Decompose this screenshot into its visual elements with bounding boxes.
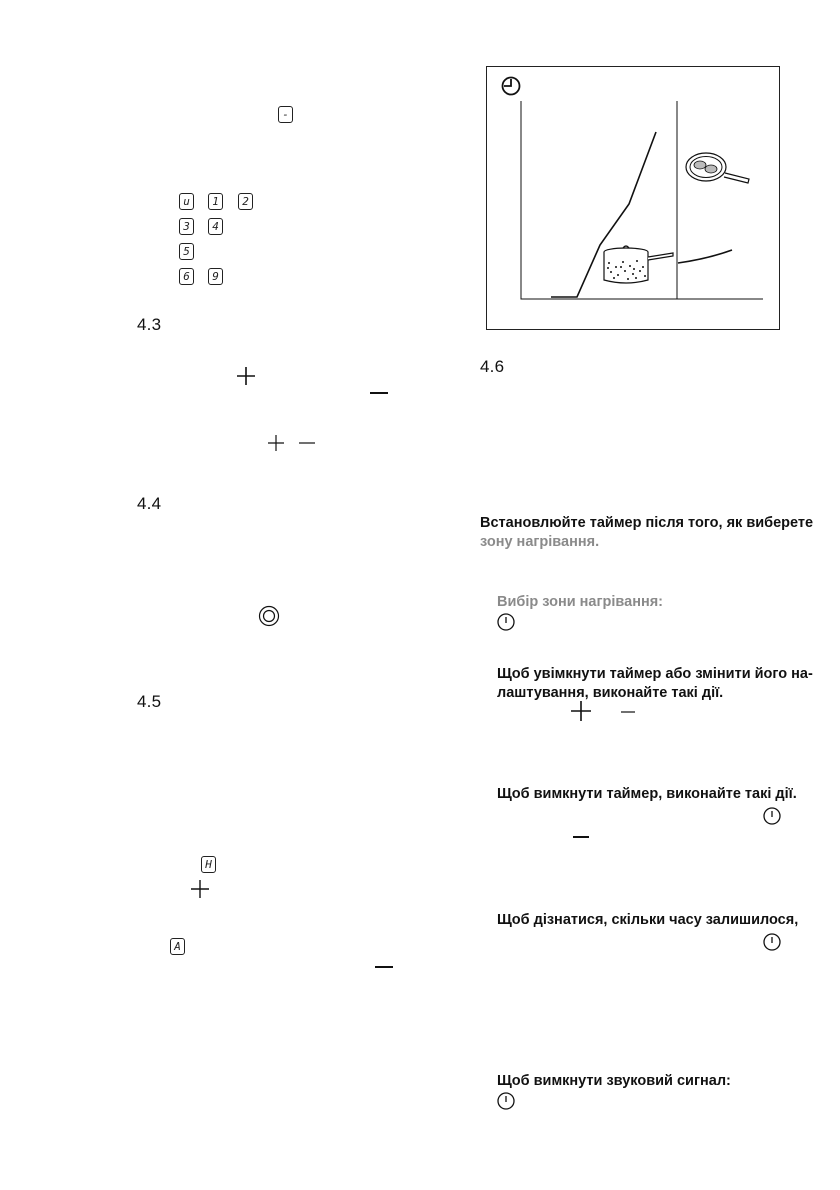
frying-pan-icon (686, 153, 749, 183)
section-4-3-heading: 4.3 (137, 315, 162, 334)
intro-line-1: Встановлюйте таймер після того, як виберете (480, 515, 814, 531)
section-4-6-heading: 4.6 (480, 357, 505, 376)
level-code-u: u (179, 193, 194, 210)
minus-icon (374, 964, 394, 970)
minus-icon (572, 834, 590, 840)
automatic-heat-up-diagram (486, 66, 780, 330)
display-a-symbol: A (170, 938, 185, 955)
level-code-2: 2 (238, 193, 253, 210)
intro-line-2: зону нагрівання. (480, 534, 600, 550)
diagram-graphic (487, 67, 779, 329)
plus-icon (570, 700, 592, 722)
section-4-5-heading: 4.5 (137, 692, 162, 711)
plus-icon (236, 366, 256, 386)
time-remaining-text: Щоб дізнатися, скільки часу залишилося, (497, 912, 799, 928)
plus-icon (190, 879, 210, 899)
minus-key-symbol: - (278, 106, 293, 123)
level-code-5: 5 (179, 243, 194, 260)
section-4-4-heading: 4.4 (137, 494, 162, 513)
pot-icon (604, 246, 673, 283)
timer-icon (762, 806, 782, 826)
level-code-9: 9 (208, 268, 223, 285)
power-zone-icon (258, 605, 280, 627)
minus-icon (298, 440, 316, 446)
cooking-curve (678, 250, 732, 263)
level-code-6: 6 (179, 268, 194, 285)
level-code-3: 3 (179, 218, 194, 235)
clock-icon (503, 78, 520, 95)
timer-icon (762, 932, 782, 952)
level-code-4: 4 (208, 218, 223, 235)
zone-selection-text: Вибір зони нагрівання: (497, 594, 663, 610)
timer-icon (496, 1091, 516, 1111)
enable-timer-line-2: лаштування, виконайте такі дії. (497, 685, 724, 701)
disable-timer-text: Щоб вимкнути таймер, виконайте такі дії. (497, 786, 797, 802)
plus-icon (266, 433, 286, 453)
timer-icon (496, 612, 516, 632)
minus-icon (369, 390, 389, 396)
display-h-symbol: H (201, 856, 216, 873)
enable-timer-line-1: Щоб увімкнути таймер або змінити його на- (497, 666, 813, 682)
disable-sound-text: Щоб вимкнути звуковий сигнал: (497, 1073, 731, 1089)
level-code-1: 1 (208, 193, 223, 210)
minus-icon (620, 709, 636, 715)
